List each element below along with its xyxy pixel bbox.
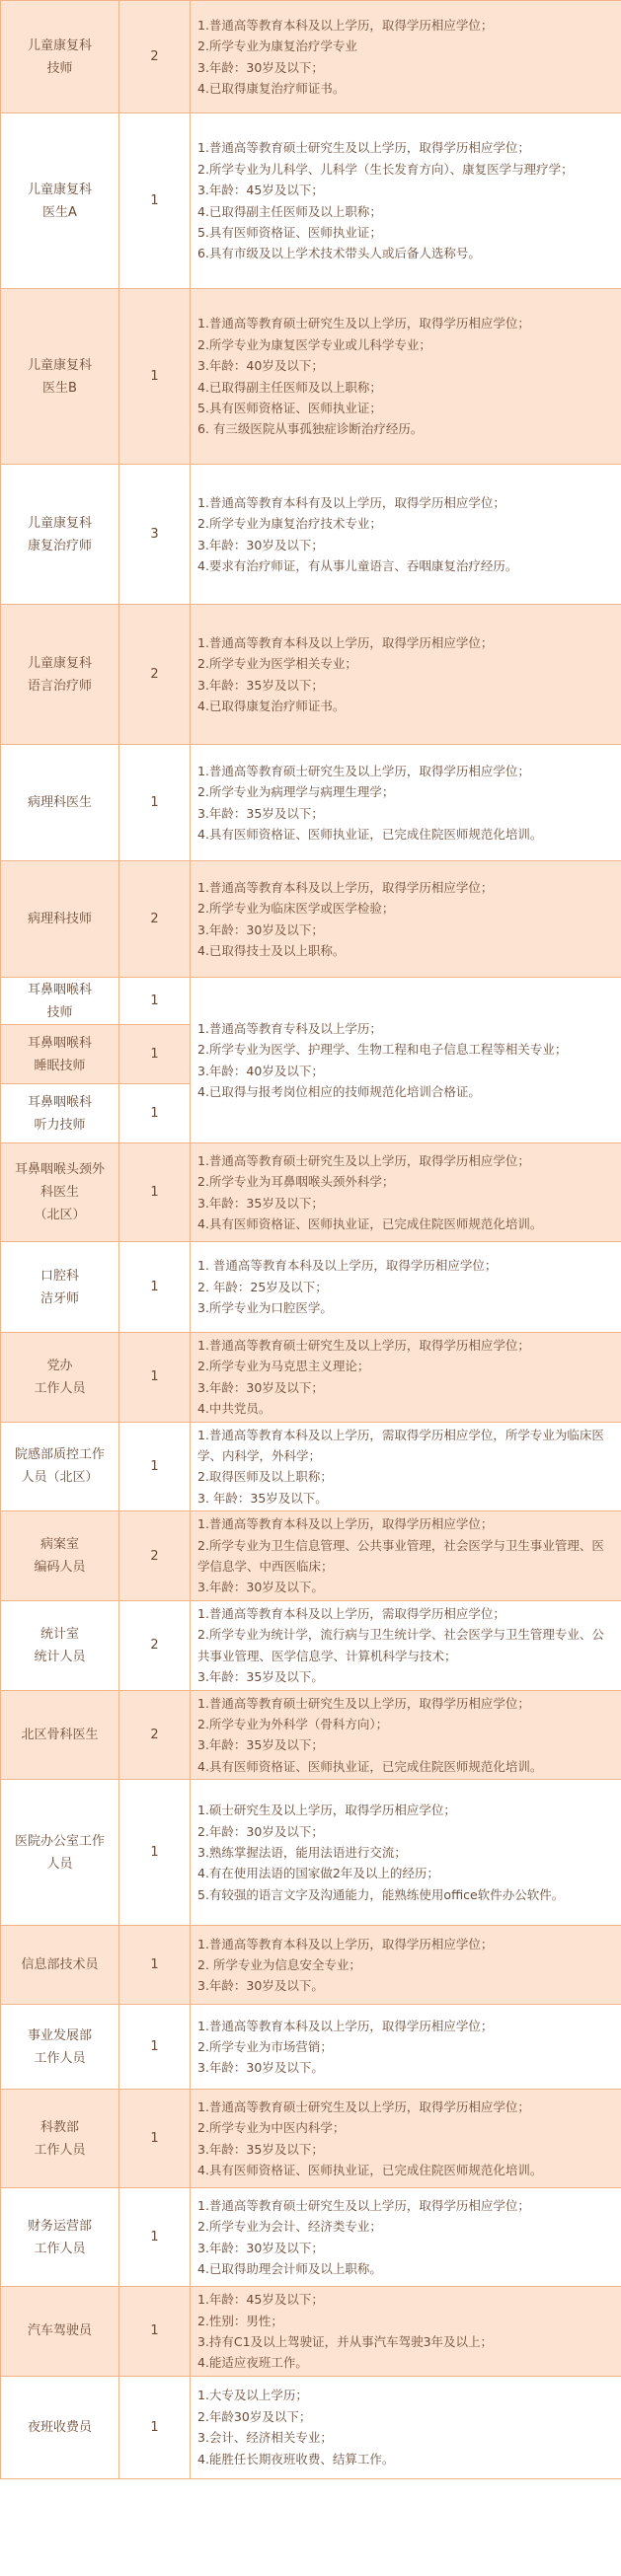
headcount-cell: 2 [119, 1511, 191, 1601]
requirement-line: 1. 普通高等教育本科及以上学历，取得学历相应学位； [197, 1258, 498, 1274]
position-cell [1, 2005, 119, 2090]
requirement-line: 1.普通高等教育硕士研究生及以上学历，取得学历相应学位； [197, 2197, 530, 2213]
position-name: 病案室 [39, 1537, 79, 1553]
headcount-cell: 1 [119, 1422, 191, 1511]
position-name: 统计人员 [34, 1649, 86, 1664]
requirements-cell [191, 1511, 621, 1601]
position-cell [1, 1926, 119, 2005]
position-cell [1, 1511, 119, 1601]
position-name: 工作人员 [34, 2142, 86, 2158]
position-name: 病理科医生 [27, 795, 92, 810]
table-row [1, 1, 621, 113]
requirements-cell [191, 1600, 621, 1690]
requirement-line: 3.年龄：35岁及以下。 [197, 1669, 324, 1685]
requirement-line: 5.具有医师资格证、医师执业证； [197, 224, 382, 240]
requirement-line: 2.所学专业为康复治疗学专业 [197, 38, 357, 54]
position-name: 儿童康复科 [27, 37, 92, 53]
requirement-line: 3.年龄：40岁及以下； [197, 358, 324, 374]
requirement-line: 4.能胜任长期夜班收费、结算工作。 [197, 2451, 395, 2466]
position-name: （北区） [34, 1208, 86, 1222]
position-name: 工作人员 [34, 1380, 86, 1396]
position-name: 医院办公室工作 [14, 1833, 105, 1849]
headcount-cell: 1 [119, 2005, 191, 2090]
requirements-cell [191, 2376, 621, 2478]
requirement-line: 4.已取得技士及以上职称。 [197, 942, 346, 958]
table-row [1, 1422, 621, 1511]
position-cell [1, 2090, 119, 2188]
requirement-line: 4.要求有治疗师证，有从事儿童语言、吞咽康复治疗经历。 [197, 557, 518, 573]
requirement-line: 4.已取得副主任医师及以上职称； [197, 203, 382, 219]
position-cell [1, 1143, 119, 1242]
requirements-cell [191, 113, 621, 289]
requirement-line: 3. 年龄：35岁及以下。 [197, 1490, 328, 1506]
position-name: 院感部质控工作 [14, 1447, 105, 1463]
table-row [1, 1242, 621, 1333]
headcount-cell: 1 [119, 113, 191, 289]
position-name: 医生A [42, 204, 77, 220]
requirements-cell [191, 465, 621, 605]
requirement-line: 1.普通高等教育硕士研究生及以上学历，取得学历相应学位； [197, 316, 530, 331]
position-cell [1, 113, 119, 289]
requirements-cell [191, 1422, 621, 1511]
position-name: 儿童康复科 [27, 182, 92, 197]
position-cell [1, 978, 119, 1025]
requirements-cell [191, 1780, 621, 1926]
position-name: 技师 [46, 60, 73, 76]
requirement-line: 1.普通高等教育本科及以上学历，需取得学历相应学位，所学专业为临床医学、内科学，外科学； [197, 1427, 604, 1464]
requirement-line: 2.所学专业为马克思主义理论； [197, 1359, 370, 1374]
requirement-line: 3.年龄：30岁及以下； [197, 2240, 324, 2255]
requirement-line: 2. 所学专业为信息安全专业； [197, 1956, 361, 1972]
requirement-line: 2.所学专业为临床医学或医学检验； [197, 901, 395, 917]
requirement-line: 5.具有医师资格证、医师执业证； [197, 400, 382, 415]
headcount-cell: 2 [119, 861, 191, 978]
table-row [1, 1143, 621, 1242]
position-name: 夜班收费员 [27, 2419, 92, 2435]
requirement-line: 2.所学专业为卫生信息管理、公共事业管理，社会医学与卫生事业管理、医学信息学、中西医临床； [197, 1537, 604, 1575]
table-row [1, 1690, 621, 1780]
requirements-cell [191, 2287, 621, 2377]
position-name: 人员 [46, 1856, 73, 1872]
position-name: 工作人员 [34, 2241, 86, 2256]
position-cell [1, 1690, 119, 1780]
position-name: 财务运营部 [27, 2218, 92, 2234]
position-name: 儿童康复科 [27, 655, 92, 671]
requirement-line: 4.中共党员。 [197, 1401, 272, 1417]
table-row [1, 2287, 621, 2377]
requirement-line: 2.所学专业为康复治疗技术专业； [197, 516, 382, 532]
position-name: 统计室 [39, 1626, 79, 1642]
requirement-line: 1.普通高等教育硕士研究生及以上学历，取得学历相应学位； [197, 2098, 530, 2114]
position-name: 语言治疗师 [27, 678, 92, 694]
position-cell [1, 1242, 119, 1333]
table-row [1, 289, 621, 465]
requirements-cell [191, 2090, 621, 2188]
requirement-line: 3.年龄：30岁及以下； [197, 59, 324, 75]
table-row [1, 1600, 621, 1690]
position-cell [1, 1600, 119, 1690]
headcount-cell: 1 [119, 1333, 191, 1423]
position-name: 洁牙师 [39, 1290, 79, 1306]
requirement-line: 1.硕士研究生及以上学历，取得学历相应学位； [197, 1803, 456, 1818]
requirement-line: 1.普通高等教育硕士研究生及以上学历，取得学历相应学位； [197, 1338, 530, 1353]
table-row [1, 1333, 621, 1423]
table-row [1, 2376, 621, 2478]
requirement-line: 2.年龄30岁及以下； [197, 2408, 312, 2424]
requirement-line: 3.年龄：35岁及以下； [197, 805, 324, 821]
requirement-line: 4.具有医师资格证、医师执业证，已完成住院医师规范化培训。 [197, 1215, 543, 1231]
table-body [1, 1, 621, 2479]
requirement-line: 4.已取得康复治疗师证书。 [197, 80, 346, 96]
requirement-line: 1.普通高等教育硕士研究生及以上学历，取得学历相应学位； [197, 140, 530, 156]
requirement-line: 1.普通高等教育本科及以上学历，取得学历相应学位； [197, 879, 494, 895]
position-name: 康复治疗师 [27, 538, 92, 553]
requirement-line: 2.所学专业为统计学，流行病与卫生统计学、社会医学与卫生管理专业、公共事业管理、医学信息学、计算机科学与技术； [197, 1627, 604, 1663]
requirement-line: 2.所学专业为儿科学、儿科学（生长发育方向）、康复医学与理疗学； [197, 161, 574, 177]
headcount-cell: 1 [119, 2188, 191, 2287]
table-row [1, 861, 621, 978]
requirements-cell [191, 978, 621, 1143]
position-cell [1, 2188, 119, 2287]
requirement-line: 6.具有市级及以上学术技术带头人或后备人选称号。 [197, 246, 481, 261]
requirement-line: 2.所学专业为医学相关专业； [197, 656, 357, 672]
requirements-cell [191, 1242, 621, 1333]
headcount-cell: 1 [119, 289, 191, 465]
requirement-line: 1.普通高等教育硕士研究生及以上学历，取得学历相应学位； [197, 763, 530, 778]
requirements-cell [191, 861, 621, 978]
requirement-line: 2.所学专业为康复医学专业或儿科学专业； [197, 336, 431, 352]
headcount-cell: 1 [119, 978, 191, 1025]
requirement-line: 5.有较强的语言文字及沟通能力，能熟练使用office软件办公软件。 [197, 1886, 565, 1902]
requirement-line: 1.普通高等教育本科及以上学历，取得学历相应学位； [197, 1936, 494, 1951]
requirement-line: 3.年龄：40岁及以下； [197, 1063, 324, 1078]
requirement-line: 1.年龄：45岁及以下； [197, 2292, 324, 2308]
position-name: 听力技师 [34, 1117, 86, 1133]
position-name: 汽车驾驶员 [27, 2323, 92, 2339]
requirement-line: 3.年龄：35岁及以下； [197, 1195, 324, 1211]
requirement-line: 1.普通高等教育本科及以上学历，取得学历相应学位； [197, 634, 494, 650]
requirement-line: 1.大专及以上学历； [197, 2388, 308, 2403]
requirement-line: 4.已取得康复治疗师证书。 [197, 698, 346, 713]
position-cell [1, 1422, 119, 1511]
position-name: 事业发展部 [27, 2027, 92, 2043]
requirements-cell [191, 1143, 621, 1242]
requirements-cell [191, 1926, 621, 2005]
requirements-cell [191, 745, 621, 861]
headcount-cell: 3 [119, 465, 191, 605]
headcount-cell: 1 [119, 745, 191, 861]
table-row [1, 113, 621, 289]
requirement-line: 1.普通高等教育本科有及以上学历，取得学历相应学位； [197, 494, 505, 510]
requirement-line: 3.年龄：30岁及以下。 [197, 2060, 324, 2076]
requirement-line: 3.年龄：30岁及以下。 [197, 1978, 324, 1994]
requirements-cell [191, 2188, 621, 2287]
requirement-line: 4.已取得与报考岗位相应的技师规范化培训合格证。 [197, 1083, 481, 1099]
position-name: 睡眠技师 [34, 1058, 86, 1073]
headcount-cell: 1 [119, 1025, 191, 1084]
position-name: 医生B [42, 380, 77, 396]
position-name: 儿童康复科 [27, 515, 92, 531]
position-name: 信息部技术员 [21, 1957, 99, 1973]
position-cell [1, 1025, 119, 1084]
table-row [1, 2188, 621, 2287]
table-row [1, 605, 621, 745]
position-cell [1, 1333, 119, 1423]
headcount-cell: 2 [119, 605, 191, 745]
requirement-line: 2.所学专业为耳鼻咽喉头颈外科学； [197, 1174, 395, 1190]
position-name: 党办 [46, 1358, 73, 1373]
position-name: 工作人员 [34, 2050, 86, 2066]
headcount-cell: 1 [119, 2090, 191, 2188]
position-cell [1, 1780, 119, 1926]
requirement-line: 2.性别：男性； [197, 2313, 283, 2328]
requirement-line: 4.有在使用法语的国家做2年及以上的经历； [197, 1866, 439, 1881]
requirement-line: 3.年龄：35岁及以下； [197, 2141, 324, 2157]
requirement-line: 1.普通高等教育本科及以上学历，取得学历相应学位； [197, 1516, 494, 1532]
requirement-line: 2.所学专业为医学、护理学、生物工程和电子信息工程等相关专业； [197, 1042, 568, 1058]
requirement-line: 4.具有医师资格证、医师执业证，已完成住院医师规范化培训。 [197, 826, 543, 842]
table-row [1, 978, 621, 1025]
requirement-line: 4.已取得副主任医师及以上职称； [197, 379, 382, 395]
requirement-line: 1.普通高等教育硕士研究生及以上学历，取得学历相应学位； [197, 1152, 530, 1168]
table-row [1, 745, 621, 861]
table-row [1, 465, 621, 605]
headcount-cell: 2 [119, 1690, 191, 1780]
requirement-line: 4.具有医师资格证、医师执业证，已完成住院医师规范化培训。 [197, 1758, 543, 1774]
position-cell [1, 1084, 119, 1143]
requirement-line: 1.普通高等教育本科及以上学历，需取得学历相应学位； [197, 1605, 505, 1621]
position-name: 儿童康复科 [27, 357, 92, 373]
position-cell [1, 745, 119, 861]
position-cell [1, 2287, 119, 2377]
position-cell [1, 289, 119, 465]
requirements-cell [191, 289, 621, 465]
requirement-line: 3.年龄：45岁及以下； [197, 183, 324, 198]
requirement-line: 4.已取得助理会计师及以上职称。 [197, 2261, 382, 2277]
requirement-line: 2.所学专业为市场营销； [197, 2038, 333, 2054]
requirements-cell [191, 2005, 621, 2090]
requirement-line: 3.所学专业为口腔医学。 [197, 1300, 333, 1316]
requirement-line: 1.普通高等教育硕士研究生及以上学历，取得学历相应学位； [197, 1695, 530, 1711]
position-name: 科教部 [39, 2119, 79, 2135]
requirement-line: 2.年龄：30岁及以下； [197, 1823, 324, 1839]
requirement-line: 3.熟练掌握法语，能用法语进行交流； [197, 1844, 407, 1860]
requirement-line: 1.普通高等教育本科及以上学历，取得学历相应学位； [197, 2018, 494, 2033]
requirement-line: 2.所学专业为病理学与病理生理学； [197, 784, 395, 800]
requirement-line: 3.年龄：30岁及以下； [197, 537, 324, 552]
position-name: 耳鼻咽喉科 [27, 1035, 92, 1051]
position-name: 科医生 [39, 1185, 79, 1200]
position-cell [1, 861, 119, 978]
requirement-line: 3.持有C1及以上驾驶证，并从事汽车驾驶3年及以上； [197, 2333, 494, 2349]
position-name: 北区骨科医生 [21, 1727, 99, 1742]
requirement-line: 1.普通高等教育专科及以上学历； [197, 1020, 382, 1036]
table-row [1, 1926, 621, 2005]
requirement-line: 2.所学专业为中医内科学； [197, 2120, 346, 2136]
requirement-line: 1.普通高等教育本科及以上学历，取得学历相应学位； [197, 17, 494, 33]
position-name: 编码人员 [34, 1560, 86, 1576]
position-cell [1, 465, 119, 605]
table-row [1, 2005, 621, 2090]
requirements-cell [191, 1, 621, 113]
headcount-cell: 1 [119, 1143, 191, 1242]
headcount-cell: 1 [119, 1242, 191, 1333]
position-name: 技师 [46, 1004, 73, 1020]
headcount-cell: 1 [119, 2287, 191, 2377]
requirement-line: 4.能适应夜班工作。 [197, 2355, 308, 2371]
position-cell [1, 605, 119, 745]
headcount-cell: 1 [119, 1780, 191, 1926]
headcount-cell: 1 [119, 2376, 191, 2478]
position-cell [1, 1, 119, 113]
position-name: 口腔科 [39, 1268, 79, 1284]
requirements-cell [191, 605, 621, 745]
headcount-cell: 1 [119, 1084, 191, 1143]
headcount-cell: 2 [119, 1600, 191, 1690]
requirement-line: 2. 年龄：25岁及以下； [197, 1279, 328, 1294]
requirement-line: 3.年龄：35岁及以下； [197, 677, 324, 693]
requirement-line: 2.所学专业为会计、经济类专业； [197, 2219, 382, 2235]
requirements-cell [191, 1690, 621, 1780]
position-name: 病理科技师 [27, 912, 92, 926]
requirement-line: 3.年龄：30岁及以下。 [197, 1580, 324, 1595]
requirement-line: 6. 有三级医院从事孤独症诊断治疗经历。 [197, 421, 424, 437]
requirement-line: 2.所学专业为外科学（骨科方向）； [197, 1716, 389, 1731]
requirement-line: 3.会计、经济相关专业； [197, 2430, 333, 2446]
requirement-line: 3.年龄：30岁及以下； [197, 921, 324, 937]
position-name: 耳鼻咽喉头颈外 [14, 1162, 105, 1177]
requirement-line: 3.年龄：30岁及以下； [197, 1379, 324, 1395]
table-row [1, 2090, 621, 2188]
requirements-cell [191, 1333, 621, 1423]
position-cell [1, 2376, 119, 2478]
headcount-cell: 1 [119, 1926, 191, 2005]
requirement-line: 2.取得医师及以上职称； [197, 1469, 333, 1485]
table-row [1, 1511, 621, 1601]
requirement-line: 3.年龄：35岁及以下； [197, 1737, 324, 1753]
requirement-line: 4.具有医师资格证、医师执业证，已完成住院医师规范化培训。 [197, 2163, 543, 2178]
position-name: 耳鼻咽喉科 [27, 1094, 92, 1110]
table-row [1, 1780, 621, 1926]
position-name: 人员（北区） [21, 1470, 99, 1486]
position-name: 耳鼻咽喉科 [27, 982, 92, 997]
headcount-cell: 2 [119, 1, 191, 113]
